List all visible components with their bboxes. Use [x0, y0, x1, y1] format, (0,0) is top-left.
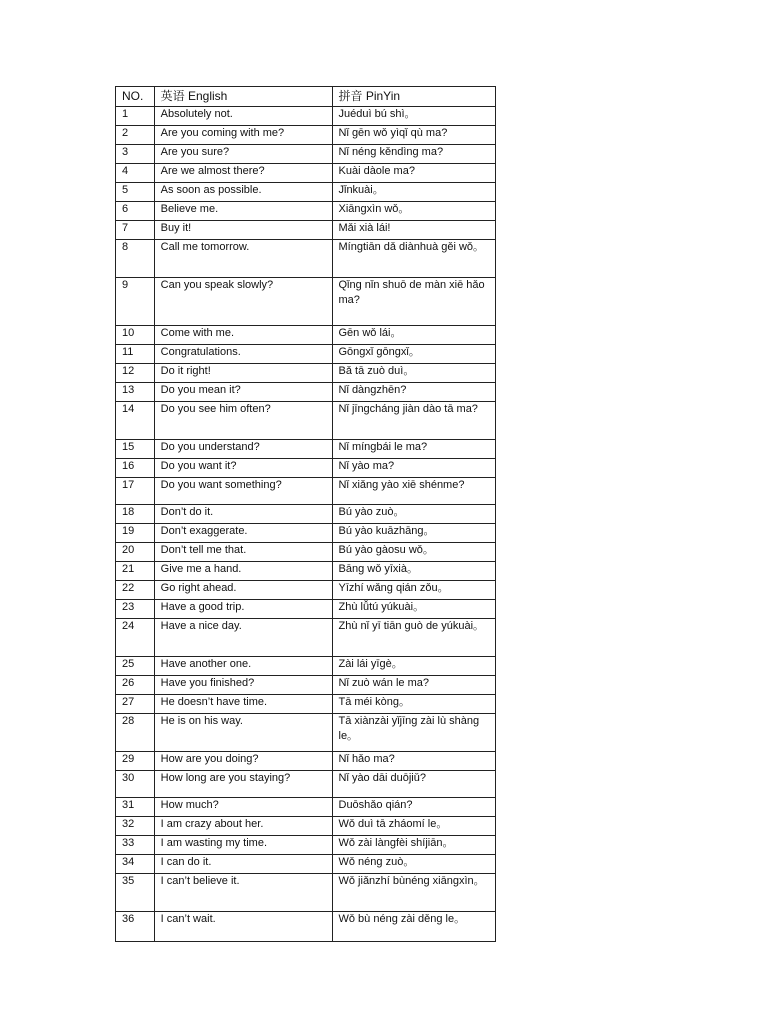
english-phrase: Go right ahead.	[154, 581, 332, 600]
english-phrase: How long are you staying?	[154, 771, 332, 798]
english-phrase: I can’t believe it.	[154, 874, 332, 912]
english-phrase: Don’t tell me that.	[154, 543, 332, 562]
english-phrase: Do it right!	[154, 364, 332, 383]
table-row	[116, 657, 496, 676]
pinyin-phrase: Nǐ yào ma?	[332, 459, 496, 478]
table-row	[116, 326, 496, 345]
table-header-row	[116, 87, 496, 107]
pinyin-phrase: Mǎi xià lái!	[332, 221, 496, 240]
row-number: 34	[116, 855, 155, 874]
row-number: 28	[116, 714, 155, 752]
row-number: 5	[116, 183, 155, 202]
row-number: 25	[116, 657, 155, 676]
table-row	[116, 676, 496, 695]
pinyin-phrase: Nǐ gēn wǒ yìqǐ qù ma?	[332, 126, 496, 145]
row-number: 10	[116, 326, 155, 345]
pinyin-phrase: Wǒ duì tā zháomí le。	[332, 817, 496, 836]
table-row	[116, 855, 496, 874]
row-number: 8	[116, 240, 155, 278]
table-row	[116, 221, 496, 240]
row-number: 20	[116, 543, 155, 562]
row-number: 35	[116, 874, 155, 912]
table-row	[116, 771, 496, 798]
english-phrase: Have you finished?	[154, 676, 332, 695]
table-row	[116, 836, 496, 855]
row-number: 18	[116, 505, 155, 524]
english-phrase: Do you mean it?	[154, 383, 332, 402]
table-row	[116, 107, 496, 126]
row-number: 11	[116, 345, 155, 364]
pinyin-phrase: Tā xiànzài yǐjīng zài lù shàng le。	[332, 714, 496, 752]
english-phrase: Don’t do it.	[154, 505, 332, 524]
table-row	[116, 145, 496, 164]
row-number: 14	[116, 402, 155, 440]
pinyin-phrase: Tā méi kòng。	[332, 695, 496, 714]
english-phrase: Have a nice day.	[154, 619, 332, 657]
pinyin-phrase: Bú yào gàosu wǒ。	[332, 543, 496, 562]
pinyin-phrase: Nǐ zuò wán le ma?	[332, 676, 496, 695]
table-row	[116, 798, 496, 817]
pinyin-phrase: Zhù nǐ yī tiān guò de yúkuài。	[332, 619, 496, 657]
table-row	[116, 874, 496, 912]
table-row	[116, 126, 496, 145]
table-row	[116, 600, 496, 619]
row-number: 3	[116, 145, 155, 164]
row-number: 30	[116, 771, 155, 798]
english-phrase: As soon as possible.	[154, 183, 332, 202]
pinyin-phrase: Wǒ zài làngfèi shíjiān。	[332, 836, 496, 855]
table-row	[116, 440, 496, 459]
table-row	[116, 695, 496, 714]
english-phrase: How are you doing?	[154, 752, 332, 771]
pinyin-phrase: Nǐ míngbái le ma?	[332, 440, 496, 459]
table-row	[116, 562, 496, 581]
table-row	[116, 912, 496, 942]
pinyin-phrase: Míngtiān dǎ diànhuà gěi wǒ。	[332, 240, 496, 278]
table-row	[116, 543, 496, 562]
english-phrase: Come with me.	[154, 326, 332, 345]
pinyin-phrase: Nǐ dàngzhēn?	[332, 383, 496, 402]
english-phrase: I can’t wait.	[154, 912, 332, 942]
english-phrase: Do you want it?	[154, 459, 332, 478]
english-phrase: Absolutely not.	[154, 107, 332, 126]
pinyin-phrase: Nǐ hǎo ma?	[332, 752, 496, 771]
header-english: 英语 English	[154, 87, 332, 107]
table-row	[116, 240, 496, 278]
pinyin-phrase: Zài lái yīgè。	[332, 657, 496, 676]
row-number: 21	[116, 562, 155, 581]
row-number: 16	[116, 459, 155, 478]
pinyin-phrase: Bú yào zuò。	[332, 505, 496, 524]
table-row	[116, 619, 496, 657]
pinyin-phrase: Nǐ néng kěndìng ma?	[332, 145, 496, 164]
english-phrase: Have a good trip.	[154, 600, 332, 619]
english-phrase: He is on his way.	[154, 714, 332, 752]
row-number: 33	[116, 836, 155, 855]
header-no: NO.	[116, 87, 155, 107]
pinyin-phrase: Duōshǎo qián?	[332, 798, 496, 817]
pinyin-phrase: Yīzhí wǎng qián zǒu。	[332, 581, 496, 600]
english-phrase: Do you see him often?	[154, 402, 332, 440]
english-phrase: Buy it!	[154, 221, 332, 240]
pinyin-phrase: Bāng wǒ yīxià。	[332, 562, 496, 581]
table-row	[116, 459, 496, 478]
pinyin-phrase: Nǐ xiǎng yào xiē shénme?	[332, 478, 496, 505]
english-phrase: Call me tomorrow.	[154, 240, 332, 278]
phrase-table	[115, 86, 496, 942]
english-phrase: Have another one.	[154, 657, 332, 676]
row-number: 22	[116, 581, 155, 600]
english-phrase: How much?	[154, 798, 332, 817]
row-number: 29	[116, 752, 155, 771]
pinyin-phrase: Wǒ bù néng zài děng le。	[332, 912, 496, 942]
table-row	[116, 752, 496, 771]
row-number: 4	[116, 164, 155, 183]
row-number: 24	[116, 619, 155, 657]
table-row	[116, 714, 496, 752]
table-row	[116, 383, 496, 402]
table-row	[116, 581, 496, 600]
row-number: 26	[116, 676, 155, 695]
table-row	[116, 183, 496, 202]
english-phrase: Give me a hand.	[154, 562, 332, 581]
english-phrase: Are we almost there?	[154, 164, 332, 183]
pinyin-phrase: Bǎ tā zuò duì。	[332, 364, 496, 383]
table-row	[116, 164, 496, 183]
row-number: 1	[116, 107, 155, 126]
pinyin-phrase: Bú yào kuāzhāng。	[332, 524, 496, 543]
row-number: 9	[116, 278, 155, 326]
row-number: 27	[116, 695, 155, 714]
row-number: 15	[116, 440, 155, 459]
table-row	[116, 202, 496, 221]
pinyin-phrase: Gēn wǒ lái。	[332, 326, 496, 345]
pinyin-phrase: Gōngxǐ gōngxǐ。	[332, 345, 496, 364]
table-row	[116, 505, 496, 524]
pinyin-phrase: Xiāngxìn wǒ。	[332, 202, 496, 221]
pinyin-phrase: Wǒ jiǎnzhí bùnéng xiāngxìn。	[332, 874, 496, 912]
row-number: 32	[116, 817, 155, 836]
english-phrase: Are you coming with me?	[154, 126, 332, 145]
table-row	[116, 364, 496, 383]
table-row	[116, 278, 496, 326]
table-row	[116, 345, 496, 364]
english-phrase: I can do it.	[154, 855, 332, 874]
pinyin-phrase: Kuài dàole ma?	[332, 164, 496, 183]
row-number: 13	[116, 383, 155, 402]
english-phrase: Believe me.	[154, 202, 332, 221]
english-phrase: He doesn’t have time.	[154, 695, 332, 714]
english-phrase: Are you sure?	[154, 145, 332, 164]
table-row	[116, 817, 496, 836]
table-row	[116, 524, 496, 543]
english-phrase: Don’t exaggerate.	[154, 524, 332, 543]
row-number: 7	[116, 221, 155, 240]
english-phrase: I am crazy about her.	[154, 817, 332, 836]
row-number: 12	[116, 364, 155, 383]
row-number: 31	[116, 798, 155, 817]
english-phrase: Congratulations.	[154, 345, 332, 364]
english-phrase: I am wasting my time.	[154, 836, 332, 855]
row-number: 2	[116, 126, 155, 145]
pinyin-phrase: Zhù lǚtú yúkuài。	[332, 600, 496, 619]
pinyin-phrase: Nǐ yào dāi duōjiǔ?	[332, 771, 496, 798]
pinyin-phrase: Jǐnkuài。	[332, 183, 496, 202]
table-row	[116, 402, 496, 440]
header-pinyin: 拼音 PinYin	[332, 87, 496, 107]
row-number: 17	[116, 478, 155, 505]
english-phrase: Do you want something?	[154, 478, 332, 505]
pinyin-phrase: Nǐ jīngcháng jiàn dào tā ma?	[332, 402, 496, 440]
table-body	[116, 107, 496, 942]
pinyin-phrase: Juéduì bú shì。	[332, 107, 496, 126]
row-number: 6	[116, 202, 155, 221]
english-phrase: Can you speak slowly?	[154, 278, 332, 326]
row-number: 19	[116, 524, 155, 543]
english-phrase: Do you understand?	[154, 440, 332, 459]
row-number: 23	[116, 600, 155, 619]
row-number: 36	[116, 912, 155, 942]
pinyin-phrase: Qǐng nǐn shuō de màn xiē hǎo ma?	[332, 278, 496, 326]
pinyin-phrase: Wǒ néng zuò。	[332, 855, 496, 874]
table-row	[116, 478, 496, 505]
